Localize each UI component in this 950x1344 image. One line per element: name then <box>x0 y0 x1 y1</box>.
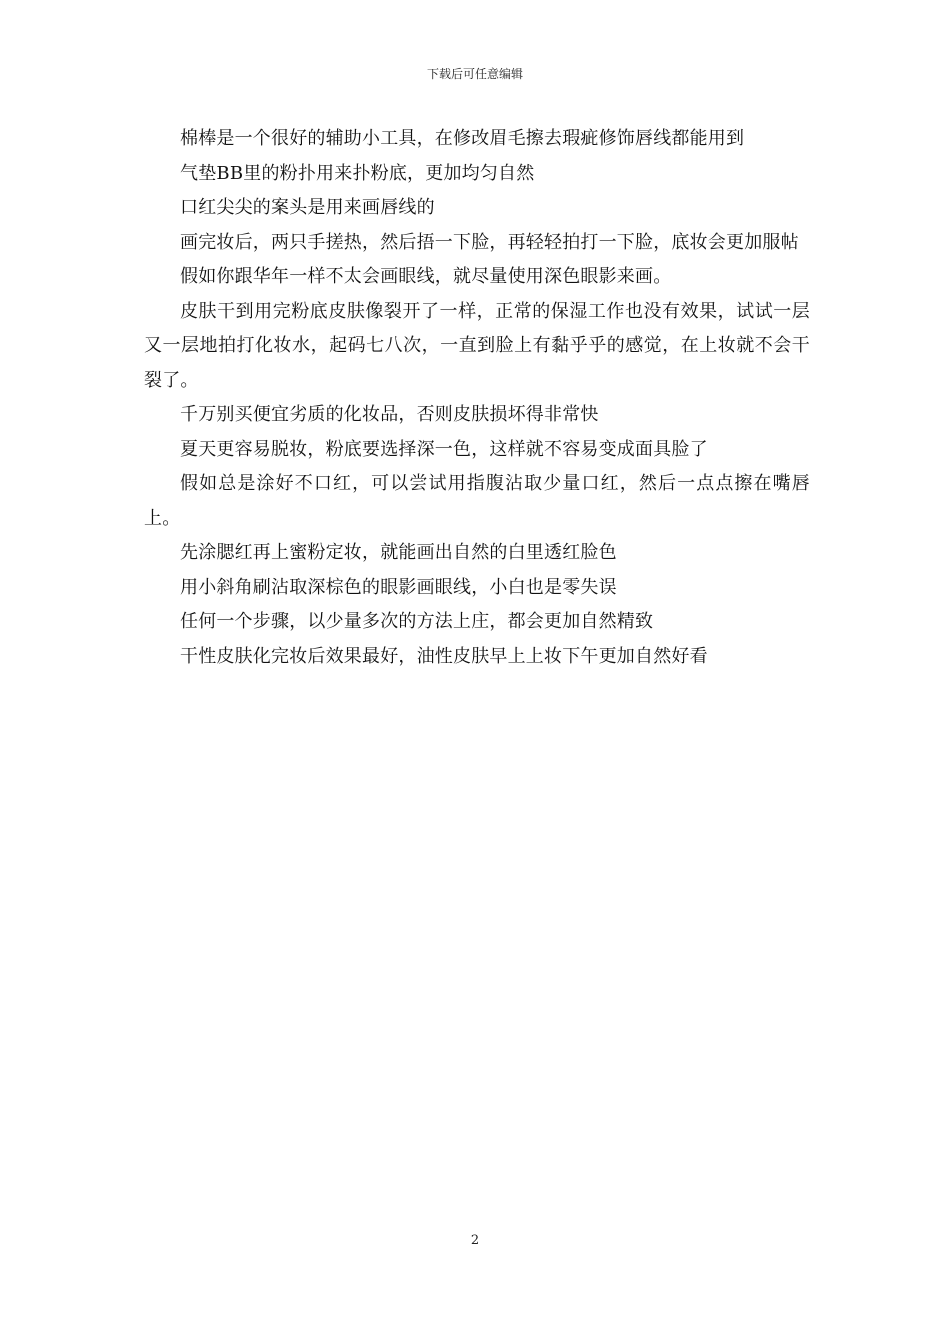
page-number: 2 <box>470 1233 480 1248</box>
paragraph: 干性皮肤化完妆后效果最好，油性皮肤早上上妆下午更加自然好看 <box>180 645 708 667</box>
paragraph: 千万别买便宜劣质的化妆品，否则皮肤损坏得非常快 <box>180 404 599 425</box>
paragraph: 假如总是涂好不口红，可以尝试用指腹沾取少量口红，然后一点点擦在嘴唇上。 <box>144 473 810 529</box>
paragraph: 画完妆后，两只手搓热，然后捂一下脸，再轻轻拍打一下脸，底妆会更加服帖 <box>180 231 799 253</box>
paragraph: 夏天更容易脱妆，粉底要选择深一色，这样就不容易变成面具脸了 <box>180 438 708 460</box>
paragraph: 棉棒是一个很好的辅助小工具，在修改眉毛擦去瑕疵修饰唇线都能用到 <box>180 128 745 149</box>
paragraph: 皮肤干到用完粉底皮肤像裂开了一样，正常的保湿工作也没有效果，试试一层又一层地拍打化妆水，起码七八次，一直到脸上有黏乎乎的感觉，在上妆就不会干裂了。 <box>144 300 810 391</box>
page-header: 下载后可任意编辑 <box>426 67 523 81</box>
paragraph: 任何一个步骤，以少量多次的方法上庄，都会更加自然精致 <box>180 611 654 632</box>
paragraph: 气垫BB里的粉扑用来扑粉底，更加均匀自然 <box>180 162 535 184</box>
document-body <box>144 122 810 674</box>
paragraph: 先涂腮红再上蜜粉定妆，就能画出自然的白里透红脸色 <box>180 542 617 563</box>
paragraph: 假如你跟华年一样不太会画眼线，就尽量使用深色眼影来画。 <box>180 266 672 287</box>
paragraph: 用小斜角刷沾取深棕色的眼影画眼线，小白也是零失误 <box>180 576 617 598</box>
paragraph: 口红尖尖的案头是用来画唇线的 <box>180 197 435 218</box>
